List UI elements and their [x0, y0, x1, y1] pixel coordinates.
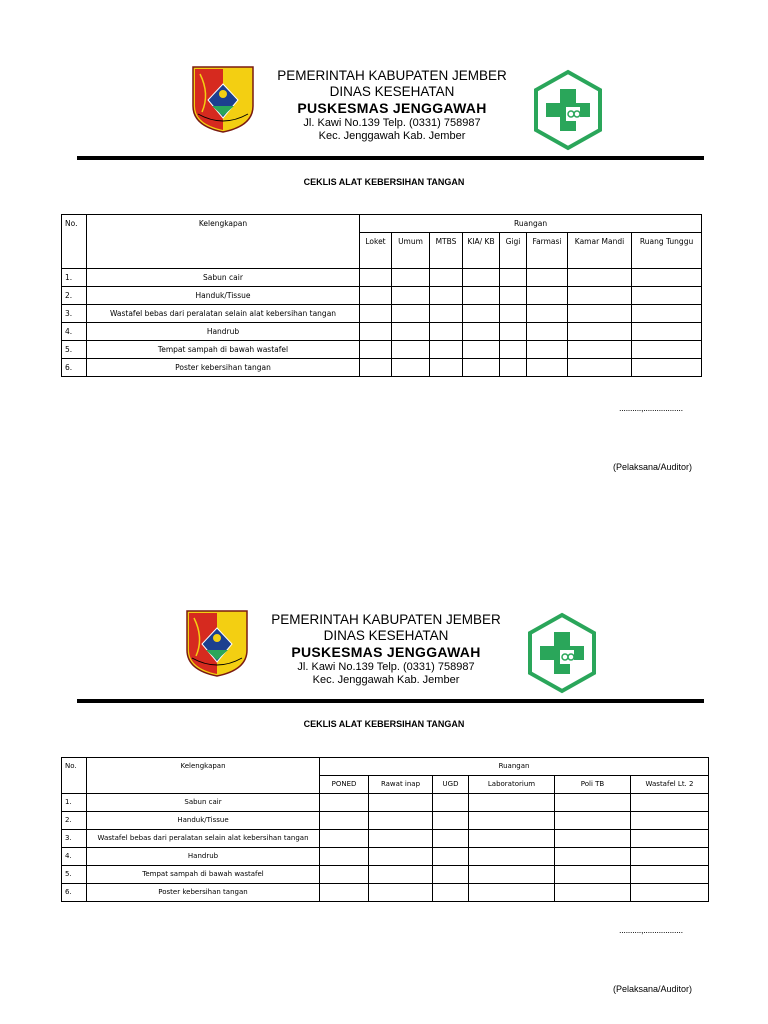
check-cell[interactable]	[527, 305, 568, 323]
agency-name: DINAS KESEHATAN	[323, 628, 449, 644]
row-number: 4.	[62, 848, 87, 866]
check-cell[interactable]	[463, 287, 500, 305]
gov-name: PEMERINTAH KABUPATEN JEMBER	[271, 612, 501, 627]
check-cell[interactable]	[392, 287, 430, 305]
room-header: Gigi	[500, 233, 527, 269]
table-row	[62, 359, 702, 377]
header-ruangan: Ruangan	[360, 215, 702, 233]
form-title: CEKLIS ALAT KEBERSIHAN TANGAN	[303, 177, 465, 187]
check-cell[interactable]	[631, 848, 709, 866]
check-cell[interactable]	[469, 812, 555, 830]
room-header: Rawat inap	[369, 776, 433, 794]
check-cell[interactable]	[527, 269, 568, 287]
check-cell[interactable]	[369, 848, 433, 866]
row-number: 6.	[62, 359, 87, 377]
check-cell[interactable]	[568, 287, 632, 305]
signature-label: (Pelaksana/Auditor)	[613, 462, 693, 472]
header-divider	[77, 156, 704, 160]
table-row	[62, 830, 709, 848]
check-cell[interactable]	[320, 884, 369, 902]
check-cell[interactable]	[369, 830, 433, 848]
check-cell[interactable]	[631, 884, 709, 902]
check-cell[interactable]	[320, 830, 369, 848]
check-cell[interactable]	[369, 866, 433, 884]
check-cell[interactable]	[527, 287, 568, 305]
check-cell[interactable]	[433, 866, 469, 884]
check-cell[interactable]	[632, 341, 702, 359]
check-cell[interactable]	[469, 830, 555, 848]
check-cell[interactable]	[320, 848, 369, 866]
check-cell[interactable]	[463, 341, 500, 359]
check-cell[interactable]	[430, 359, 463, 377]
row-item: Wastafel bebas dari peralatan selain alat kebersihan tangan	[87, 305, 360, 323]
row-item: Handrub	[87, 848, 320, 866]
check-cell[interactable]	[360, 269, 392, 287]
check-cell[interactable]	[392, 341, 430, 359]
check-cell[interactable]	[568, 305, 632, 323]
check-cell[interactable]	[555, 812, 631, 830]
clinic-district: Kec. Jenggawah Kab. Jember	[312, 674, 460, 687]
check-cell[interactable]	[469, 884, 555, 902]
check-cell[interactable]	[631, 812, 709, 830]
letterhead	[256, 612, 516, 688]
row-number: 5.	[62, 866, 87, 884]
checklist-table	[61, 214, 702, 377]
check-cell[interactable]	[430, 323, 463, 341]
check-cell[interactable]	[555, 866, 631, 884]
row-item: Poster kebersihan tangan	[87, 884, 320, 902]
check-cell[interactable]	[463, 323, 500, 341]
signature-label: (Pelaksana/Auditor)	[613, 984, 693, 994]
check-cell[interactable]	[527, 341, 568, 359]
check-cell[interactable]	[500, 287, 527, 305]
row-item: Handuk/Tissue	[87, 287, 360, 305]
check-cell[interactable]	[392, 305, 430, 323]
check-cell[interactable]	[469, 866, 555, 884]
room-header: MTBS	[430, 233, 463, 269]
place-date-line: ..........,..................	[619, 925, 683, 935]
check-cell[interactable]	[500, 323, 527, 341]
check-cell[interactable]	[320, 812, 369, 830]
table-row	[62, 287, 702, 305]
room-header: PONED	[320, 776, 369, 794]
check-cell[interactable]	[463, 269, 500, 287]
room-header: Ruang Tunggu	[632, 233, 702, 269]
row-number: 1.	[62, 269, 87, 287]
place-date-line: ..........,..................	[619, 403, 683, 413]
room-header: UGD	[433, 776, 469, 794]
room-header: Umum	[392, 233, 430, 269]
check-cell[interactable]	[430, 341, 463, 359]
row-item: Tempat sampah di bawah wastafel	[87, 341, 360, 359]
check-cell[interactable]	[430, 305, 463, 323]
check-cell[interactable]	[632, 359, 702, 377]
check-cell[interactable]	[392, 269, 430, 287]
row-number: 6.	[62, 884, 87, 902]
room-header: Kamar Mandi	[568, 233, 632, 269]
clinic-address: Jl. Kawi No.139 Telp. (0331) 758987	[303, 117, 481, 130]
table-row	[62, 323, 702, 341]
header-kelengkapan: Kelengkapan	[87, 215, 360, 269]
check-cell[interactable]	[555, 884, 631, 902]
row-number: 2.	[62, 812, 87, 830]
room-header: Laboratorium	[469, 776, 555, 794]
puskesmas-logo-icon	[526, 612, 598, 694]
check-cell[interactable]	[463, 359, 500, 377]
clinic-district: Kec. Jenggawah Kab. Jember	[318, 130, 466, 143]
table-row	[62, 305, 702, 323]
check-cell[interactable]	[555, 848, 631, 866]
check-cell[interactable]	[433, 848, 469, 866]
table-row	[62, 866, 709, 884]
check-cell[interactable]	[369, 812, 433, 830]
checklist-body	[62, 269, 702, 377]
room-header: Wastafel Lt. 2	[631, 776, 709, 794]
jember-emblem-icon	[184, 608, 250, 678]
table-row	[62, 794, 709, 812]
check-cell[interactable]	[632, 323, 702, 341]
table-row	[62, 269, 702, 287]
check-cell[interactable]	[360, 323, 392, 341]
check-cell[interactable]	[392, 323, 430, 341]
puskesmas-logo-icon	[532, 69, 604, 151]
check-cell[interactable]	[568, 359, 632, 377]
clinic-address: Jl. Kawi No.139 Telp. (0331) 758987	[297, 661, 475, 674]
room-header: Poli TB	[555, 776, 631, 794]
check-cell[interactable]	[320, 866, 369, 884]
check-cell[interactable]	[527, 359, 568, 377]
checklist-table	[61, 757, 709, 902]
row-item: Tempat sampah di bawah wastafel	[87, 866, 320, 884]
check-cell[interactable]	[631, 830, 709, 848]
check-cell[interactable]	[360, 305, 392, 323]
check-cell[interactable]	[392, 359, 430, 377]
row-item: Handuk/Tissue	[87, 812, 320, 830]
clinic-name: PUSKESMAS JENGGAWAH	[297, 100, 487, 117]
header-no: No.	[62, 758, 87, 794]
clinic-name: PUSKESMAS JENGGAWAH	[291, 644, 481, 661]
header-kelengkapan: Kelengkapan	[87, 758, 320, 794]
check-cell[interactable]	[430, 287, 463, 305]
row-number: 3.	[62, 830, 87, 848]
check-cell[interactable]	[369, 794, 433, 812]
check-cell[interactable]	[527, 323, 568, 341]
check-cell[interactable]	[360, 359, 392, 377]
room-header: Farmasi	[527, 233, 568, 269]
header-no: No.	[62, 215, 87, 269]
row-number: 5.	[62, 341, 87, 359]
row-item: Wastafel bebas dari peralatan selain alat kebersihan tangan	[87, 830, 320, 848]
header-ruangan: Ruangan	[320, 758, 709, 776]
check-cell[interactable]	[500, 269, 527, 287]
check-cell[interactable]	[463, 305, 500, 323]
check-cell[interactable]	[433, 812, 469, 830]
row-number: 2.	[62, 287, 87, 305]
row-number: 3.	[62, 305, 87, 323]
row-item: Sabun cair	[87, 269, 360, 287]
table-row	[62, 884, 709, 902]
room-header: KIA/ KB	[463, 233, 500, 269]
letterhead	[262, 68, 522, 144]
check-cell[interactable]	[430, 269, 463, 287]
check-cell[interactable]	[500, 305, 527, 323]
check-cell[interactable]	[320, 794, 369, 812]
check-cell[interactable]	[631, 794, 709, 812]
form-title: CEKLIS ALAT KEBERSIHAN TANGAN	[303, 719, 465, 729]
check-cell[interactable]	[360, 287, 392, 305]
check-cell[interactable]	[433, 794, 469, 812]
check-cell[interactable]	[555, 794, 631, 812]
check-cell[interactable]	[568, 269, 632, 287]
check-cell[interactable]	[433, 884, 469, 902]
table-row	[62, 812, 709, 830]
check-cell[interactable]	[500, 359, 527, 377]
row-item: Handrub	[87, 323, 360, 341]
check-cell[interactable]	[469, 794, 555, 812]
check-cell[interactable]	[632, 305, 702, 323]
check-cell[interactable]	[360, 341, 392, 359]
check-cell[interactable]	[632, 269, 702, 287]
check-cell[interactable]	[632, 287, 702, 305]
check-cell[interactable]	[369, 884, 433, 902]
row-item: Sabun cair	[87, 794, 320, 812]
table-row	[62, 848, 709, 866]
check-cell[interactable]	[469, 848, 555, 866]
check-cell[interactable]	[555, 830, 631, 848]
row-item: Poster kebersihan tangan	[87, 359, 360, 377]
check-cell[interactable]	[631, 866, 709, 884]
gov-name: PEMERINTAH KABUPATEN JEMBER	[277, 68, 507, 83]
check-cell[interactable]	[568, 323, 632, 341]
checklist-body	[62, 794, 709, 902]
row-number: 1.	[62, 794, 87, 812]
jember-emblem-icon	[190, 64, 256, 134]
form-section-2	[0, 512, 768, 1024]
table-row	[62, 341, 702, 359]
check-cell[interactable]	[433, 830, 469, 848]
agency-name: DINAS KESEHATAN	[329, 84, 455, 100]
check-cell[interactable]	[568, 341, 632, 359]
room-header: Loket	[360, 233, 392, 269]
check-cell[interactable]	[500, 341, 527, 359]
row-number: 4.	[62, 323, 87, 341]
header-divider	[77, 699, 704, 703]
